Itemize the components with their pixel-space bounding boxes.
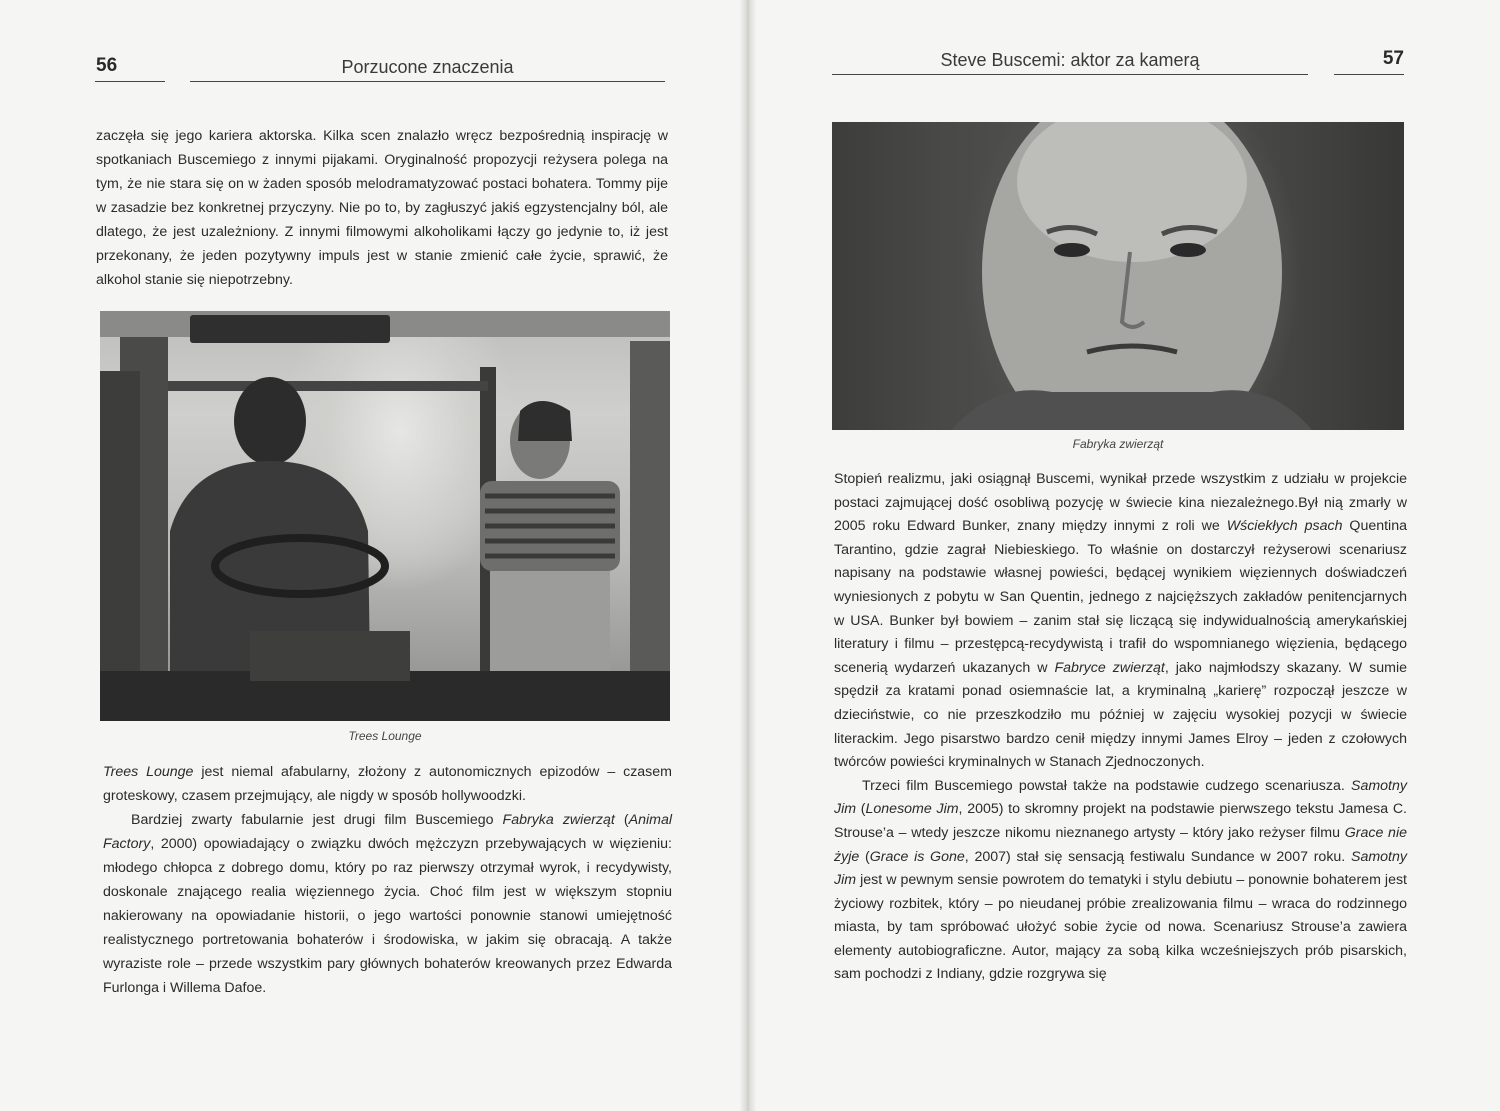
text-run: , 2005) to skromny projekt na podstawie pierwszego tekstu Jamesa C. Strouse’a – wtedy jeszcze nikomu nieznanego artysty – który jako reżyser filmu bbox=[834, 801, 1408, 841]
text-run: ( bbox=[856, 801, 866, 818]
left-paragraph-1 bbox=[96, 124, 668, 292]
right-running-head: Steve Buscemi: aktor za kamerą bbox=[940, 50, 1200, 70]
text-run: , jako najmłodszy skazany. W sumie spędził za kratami ponad osiemnaście lat, a kryminalną „karierę” rozpoczął jeszcze w dzieciństwie, co nie przeszkodziło mu później w zajęciu wysokiej pozycji w świecie literackim. Jego pisarstwo bardzo cenił między innymi James Elroy – jeden z czołowych twórców powieści kryminalnych w Stanach Zjednoczonych. bbox=[834, 659, 1408, 771]
bus-scene-image bbox=[100, 311, 670, 721]
left-paragraph-3-text bbox=[103, 808, 672, 1000]
text-run: Trzeci film Buscemiego powstał także na podstawie cudzego scenariusza. bbox=[862, 777, 1351, 794]
right-running-head-rule bbox=[832, 74, 1308, 75]
film-title: Wściekłych psach bbox=[1226, 518, 1343, 535]
text-run: ( bbox=[614, 812, 629, 828]
film-title: Samotny Jim bbox=[834, 777, 1407, 818]
text-run: Quentina Tarantino, gdzie zagrał Niebieskiego. To właśnie on dostarczył reżyserowi scenariusz napisany na podstawie własnej powieści, będącej wynikiem więziennych doświadczeń wyniesionych z pobytu w San Quentin, jednego z najcięższych zakładów penitencjarnych w USA. Bunker był bowiem – zanim stał się liczącą się indywidualnością amerykańskiej literatury i filmu – przestępcą-recydywistą i trafił do wspomnianego więzienia, będącego scenerią wydarzeń ukazanych w bbox=[834, 518, 1407, 676]
film-title: Samotny Jim bbox=[834, 848, 1407, 889]
fabryka-zwierzat-photo bbox=[832, 122, 1404, 430]
left-page-number-rule bbox=[95, 81, 165, 82]
text-run: Stopień realizmu, jaki osiągnął Buscemi, wynikał przede wszystkim z udziału w projekcie postaci zajmującej dość osobliwą pozycję w świecie kina niezależnego.Był nią zmarły w 2005 roku Edward Bunker, znany między innymi z roli we bbox=[834, 471, 1407, 535]
right-paragraph-1-text bbox=[834, 468, 1407, 775]
left-paragraph-1-text: zaczęła się jego kariera aktorska. Kilka scen znalazło wręcz bezpośrednią inspirację w spotkaniach Buscemiego z innymi pijakami. Oryginalność propozycji reżysera polega na tym, że nie stara się on w żaden sposób melodramatyzować postaci bohatera. Tommy pije w zasadzie bez konkretnej przyczyny. Nie po to, by zagłuszyć jakiś egzystencjalny ból, ale dlatego, że jest uzależniony. Z innymi filmowymi alkoholikami łączy go jedynie to, iż jest przekonany, że jeden pozytywny impuls jest w stanie zmienić całe życie, sprawić, że alkohol stanie się niepotrzebny. bbox=[96, 128, 668, 288]
left-page-number: 56 bbox=[96, 55, 118, 76]
text-run: Bardziej zwarty fabularnie jest drugi film Buscemiego bbox=[131, 812, 503, 828]
film-title: Grace nie żyje bbox=[834, 824, 1407, 865]
film-title: Fabryka zwierząt bbox=[502, 812, 615, 828]
film-title: Lonesome Jim bbox=[865, 801, 959, 818]
text-run: ( bbox=[859, 848, 870, 865]
text-run: jest niemal afabularny, złożony z autonomicznych epizodów – czasem groteskowy, czasem przejmujący, ale nigdy w sposób hollywoodzki. bbox=[103, 764, 672, 804]
film-title: Fabryce zwierząt bbox=[1054, 659, 1165, 676]
left-paragraph-2-text bbox=[103, 760, 672, 808]
left-running-head: Porzucone znaczenia bbox=[341, 57, 514, 77]
book-gutter bbox=[740, 0, 756, 1111]
right-paragraph-2-text bbox=[834, 775, 1407, 987]
left-paragraph-2 bbox=[103, 760, 672, 1000]
text-run: jest w pewnym sensie powrotem do tematyki i stylu debiutu – ponownie bohaterem jest życiowy rozbitek, który – po nieudanej próbie zrealizowania filmu – wraca do rodzinnego miasta, by tam spróbować ułożyć sobie życie od nowa. Scenariusz Strouse’a zawiera elementy autobiograficzne. Autor, mający za sobą kilka wcześniejszych prób pisarskich, sam pochodzi z Indiany, gdzie rozgrywa się bbox=[834, 872, 1407, 983]
left-photo-caption: Trees Lounge bbox=[348, 729, 422, 743]
right-photo-caption: Fabryka zwierząt bbox=[1072, 437, 1164, 451]
text-run: , 2000) opowiadający o związku dwóch mężczyzn przebywających w więzieniu: młodego chłopca z dobrego domu, który po raz pierwszy otrzymał wyrok, i recydywisty, doskonale znającego realia więziennego życia. Choć film jest w większym stopniu nakierowany na opowiadanie historii, o jego wartości ponownie stanowi umiejętność realistycznego portretowania bohaterów i środowiska, w jakim się obracają. A także wyraziste role – przede wszystkim pary głównych bohaterów kreowanych przez Edwarda Furlonga i Willema Dafoe. bbox=[103, 836, 672, 996]
film-title: Animal Factory bbox=[103, 812, 672, 852]
left-running-head-rule bbox=[190, 81, 665, 82]
portrait-image bbox=[832, 122, 1404, 430]
trees-lounge-photo bbox=[100, 311, 670, 721]
film-title: Grace is Gone bbox=[869, 848, 965, 865]
right-page-number-rule bbox=[1334, 74, 1404, 75]
text-run: , 2007) stał się sensacją festiwalu Sundance w 2007 roku. bbox=[964, 848, 1351, 865]
film-title: Trees Lounge bbox=[103, 764, 194, 780]
right-page-number: 57 bbox=[1382, 48, 1404, 69]
right-body-text bbox=[834, 468, 1407, 987]
